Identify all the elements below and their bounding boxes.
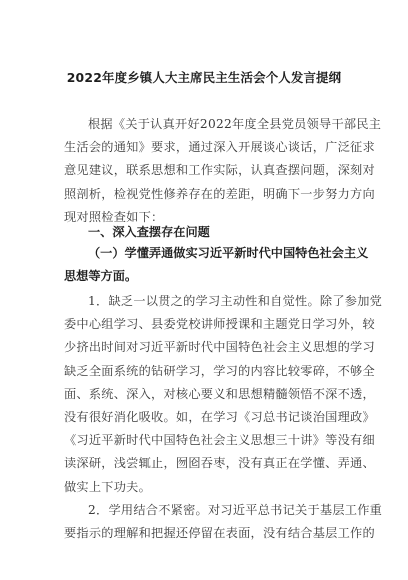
subsection-heading	[64, 242, 369, 288]
subsection-heading-line: 思想等方面。	[64, 269, 138, 284]
intro-line: 生活会的通知》要求，通过深入开展谈心谈话，广泛征求	[64, 140, 375, 155]
intro-line: 照剖析，检视党性修养存在的差距，明确下一步努力方向	[64, 186, 375, 201]
point-1-line: 少挤出时间对习近平新时代中国特色社会主义思想的学习	[64, 340, 375, 355]
point-1-line: 1．缺乏一以贯之的学习主动性和自觉性。除了参加党	[88, 294, 383, 308]
point-1-line: 委中心组学习、县委党校讲师授课和主题党日学习外，较	[64, 317, 375, 332]
point-2-line: 2．学用结合不紧密。对习近平总书记关于基层工作重	[88, 503, 383, 517]
point-2-paragraph	[64, 499, 383, 545]
intro-line: 现对照检查如下：	[64, 209, 164, 224]
point-1-line: 缺乏全面系统的钻研学习，学习的内容比较零碎，不够全	[64, 363, 375, 378]
point-1-line: 做实上下功夫。	[64, 479, 152, 494]
point-2-line: 要指示的理解和把握还停留在表面，没有结合基层工作的	[64, 526, 375, 541]
point-1-paragraph	[64, 290, 383, 499]
intro-line: 根据《关于认真开好2022年度全县党员领导干部民主	[88, 117, 382, 131]
intro-line: 意见建议，联系思想和工作实际，认真查摆问题，深刻对	[64, 163, 375, 178]
intro-paragraph	[64, 113, 382, 229]
point-1-line: 《习近平新时代中国特色社会主义思想三十讲》等没有细	[64, 433, 375, 448]
point-1-line: 没有很好消化吸收。如，在学习《习总书记谈治国理政》	[64, 410, 375, 425]
point-1-line: 读深研，浅尝辄止，囫囵吞枣，没有真正在学懂、弄通、	[64, 456, 375, 471]
document-title: 2022年度乡镇人大主席民主生活会个人发言提纲	[66, 70, 342, 85]
subsection-heading-line: （一）学懂弄通做实习近平新时代中国特色社会主义	[88, 246, 369, 260]
point-1-line: 面、系统、深入，对核心要义和思想精髓领悟不深不透，	[64, 386, 375, 401]
section-heading-1: 一、深入查摆存在问题	[88, 225, 210, 239]
